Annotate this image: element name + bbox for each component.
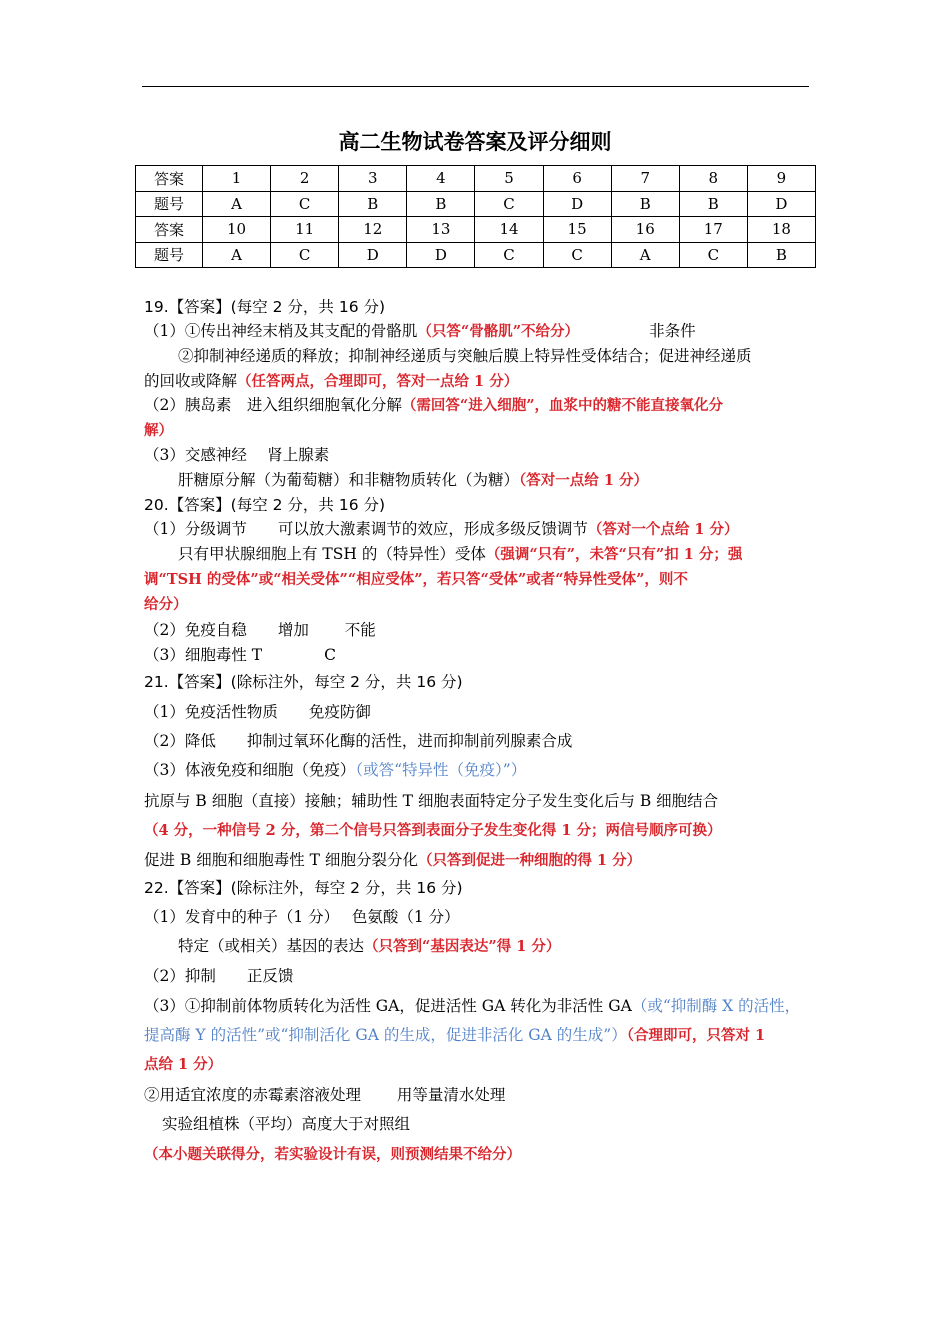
answer-line (144, 849, 641, 872)
row-header: 答案 (136, 217, 203, 243)
table-cell: 12 (339, 217, 407, 243)
answer-line (178, 469, 648, 492)
scoring-note: 点给 1 分） (144, 1056, 223, 1073)
answer-line (144, 759, 526, 781)
scoring-note: （答对一个点给 1 分） (587, 521, 739, 538)
answer-text: （1）发育中的种子（1 分） 色氨酸（1 分） (144, 908, 460, 926)
table-row (136, 191, 816, 217)
answer-text: 非条件 (649, 322, 696, 340)
scoring-note: （需回答“进入细胞”，血浆中的糖不能直接氧化分 (401, 397, 724, 414)
scoring-note: （只答“骨骼肌”不给分） (417, 323, 580, 340)
table-cell: B (611, 191, 679, 217)
table-cell: C (271, 242, 339, 268)
answer-line (144, 906, 460, 928)
answer-text: ②抑制神经递质的释放；抑制神经递质与突触后膜上特异性受体结合；促进神经递质 (178, 347, 752, 365)
row-header: 题号 (136, 242, 203, 268)
table-cell: 3 (339, 166, 407, 192)
answer-text: （3）细胞毒性 T C (144, 646, 336, 664)
table-cell: B (747, 242, 815, 268)
table-cell: C (475, 191, 543, 217)
answer-line (144, 494, 385, 516)
answer-line (144, 593, 188, 616)
answer-text: 20.【答案】(每空 2 分，共 16 分) (144, 496, 386, 514)
scoring-note: （本小题关联得分，若实验设计有误，则预测结果不给分） (144, 1146, 521, 1163)
answer-text: 19.【答案】(每空 2 分，共 16 分) (144, 298, 386, 316)
header-rule (142, 86, 809, 87)
answer-line (162, 1113, 410, 1135)
table-cell: 7 (611, 166, 679, 192)
answer-line (144, 644, 336, 666)
scoring-note: 给分） (144, 596, 188, 613)
table-cell: A (611, 242, 679, 268)
table-cell: C (475, 242, 543, 268)
table-cell: A (203, 191, 271, 217)
answer-line (144, 619, 376, 641)
answer-line (144, 296, 385, 318)
answer-text: ②用适宜浓度的赤霉素溶液处理 用等量清水处理 (144, 1086, 506, 1104)
scoring-note: （强调“只有”，未答“只有”扣 1 分；强 (485, 546, 743, 563)
answer-text: （2）降低 抑制过氧环化酶的活性，进而抑制前列腺素合成 (144, 732, 573, 750)
answer-text: 实验组植株（平均）高度大于对照组 (162, 1115, 411, 1133)
scoring-note: （答对一点给 1 分） (519, 472, 648, 489)
row-header: 题号 (136, 191, 203, 217)
table-cell: 8 (679, 166, 747, 192)
answer-line (144, 419, 173, 442)
answer-line (178, 935, 560, 958)
table-cell: 9 (747, 166, 815, 192)
answer-text: 只有甲状腺细胞上有 TSH 的（特异性）受体 (178, 545, 486, 563)
answer-table (135, 165, 816, 268)
answer-line (144, 730, 572, 752)
table-cell: D (339, 242, 407, 268)
table-cell: D (407, 242, 475, 268)
answer-text: （3）交感神经 肾上腺素 (144, 446, 330, 464)
answer-text: 特定（或相关）基因的表达 (178, 937, 365, 955)
table-cell: 10 (203, 217, 271, 243)
table-cell: 11 (271, 217, 339, 243)
answer-text: 22.【答案】(除标注外，每空 2 分，共 16 分) (144, 879, 463, 897)
answer-text: （1）①传出神经末梢及其支配的骨骼肌 (144, 322, 418, 340)
answer-text: （2）免疫自稳 增加 不能 (144, 621, 376, 639)
table-cell: 16 (611, 217, 679, 243)
table-cell: 13 (407, 217, 475, 243)
answer-line (144, 965, 293, 987)
table-cell: C (543, 242, 611, 268)
alternate-answer: （或“抑制酶 X 的活性， (631, 997, 801, 1015)
scoring-note: 调“TSH 的受体”或“相关受体”“相应受体”，若只答“受体”或者“特异性受体”，则不 (144, 571, 688, 588)
alternate-answer: 提高酶 Y 的活性”或“抑制活化 GA 的生成，促进非活化 GA 的生成”） (144, 1026, 627, 1044)
answer-line (144, 1084, 505, 1106)
answer-line (144, 1143, 521, 1166)
table-cell: B (339, 191, 407, 217)
answer-line (144, 394, 723, 417)
answer-text: （1）分级调节 可以放大激素调节的效应，形成多级反馈调节 (144, 520, 588, 538)
alternate-answer: （或答“特异性（免疫）”） (355, 761, 527, 779)
table-cell: B (679, 191, 747, 217)
table-cell: 4 (407, 166, 475, 192)
answer-text: （1）免疫活性物质 免疫防御 (144, 703, 371, 721)
table-cell: C (271, 191, 339, 217)
answer-line (144, 568, 688, 591)
scoring-note: （任答两点，合理即可，答对一点给 1 分） (237, 373, 519, 390)
answer-text: 促进 B 细胞和细胞毒性 T 细胞分裂分化 (144, 851, 418, 869)
answer-text: 的回收或降解 (144, 372, 238, 390)
table-cell: 18 (747, 217, 815, 243)
answer-line (144, 1024, 765, 1047)
answer-line (144, 701, 371, 723)
answer-text: 21.【答案】(除标注外，每空 2 分，共 16 分) (144, 673, 463, 691)
row-header: 答案 (136, 166, 203, 192)
table-cell: 1 (203, 166, 271, 192)
answer-text: 抗原与 B 细胞（直接）接触；辅助性 T 细胞表面特定分子发生变化后与 B 细胞结合 (144, 792, 719, 810)
answer-text: （2）胰岛素 进入组织细胞氧化分解 (144, 396, 402, 414)
answer-line (144, 671, 463, 693)
table-cell: D (543, 191, 611, 217)
scoring-note: （只答到促进一种细胞的得 1 分） (417, 852, 642, 869)
scoring-note: （只答到“基因表达”得 1 分） (364, 938, 561, 955)
answer-line (144, 444, 329, 466)
answer-line (144, 370, 518, 393)
answer-text: （3）①抑制前体物质转化为活性 GA，促进活性 GA 转化为非活性 GA (144, 997, 632, 1015)
scoring-note: 解） (144, 422, 173, 439)
table-row (136, 217, 816, 243)
table-cell: 15 (543, 217, 611, 243)
table-cell: 6 (543, 166, 611, 192)
table-cell: D (747, 191, 815, 217)
table-cell: B (407, 191, 475, 217)
answer-line (144, 877, 463, 899)
table-cell: 5 (475, 166, 543, 192)
scoring-note: （合理即可，只答对 1 (626, 1027, 766, 1044)
answer-line (144, 518, 739, 541)
answer-text: 肝糖原分解（为葡萄糖）和非糖物质转化（为糖） (178, 471, 520, 489)
answer-line (178, 345, 752, 367)
answer-text: （3）体液免疫和细胞（免疫） (144, 761, 356, 779)
answer-line (144, 790, 718, 812)
table-cell: C (679, 242, 747, 268)
answer-text: （2）抑制 正反馈 (144, 967, 294, 985)
answer-line (144, 320, 696, 343)
answer-line (144, 1053, 222, 1076)
table-row (136, 242, 816, 268)
scoring-note: （4 分，一种信号 2 分，第二个信号只答到表面分子发生变化得 1 分；两信号顺序可换） (144, 822, 722, 839)
answer-line (144, 819, 722, 842)
page-title: 高二生物试卷答案及评分细则 (338, 130, 612, 154)
table-cell: A (203, 242, 271, 268)
table-cell: 14 (475, 217, 543, 243)
table-row (136, 166, 816, 192)
table-cell: 17 (679, 217, 747, 243)
answer-line (178, 543, 742, 566)
answer-line (144, 995, 800, 1017)
table-cell: 2 (271, 166, 339, 192)
